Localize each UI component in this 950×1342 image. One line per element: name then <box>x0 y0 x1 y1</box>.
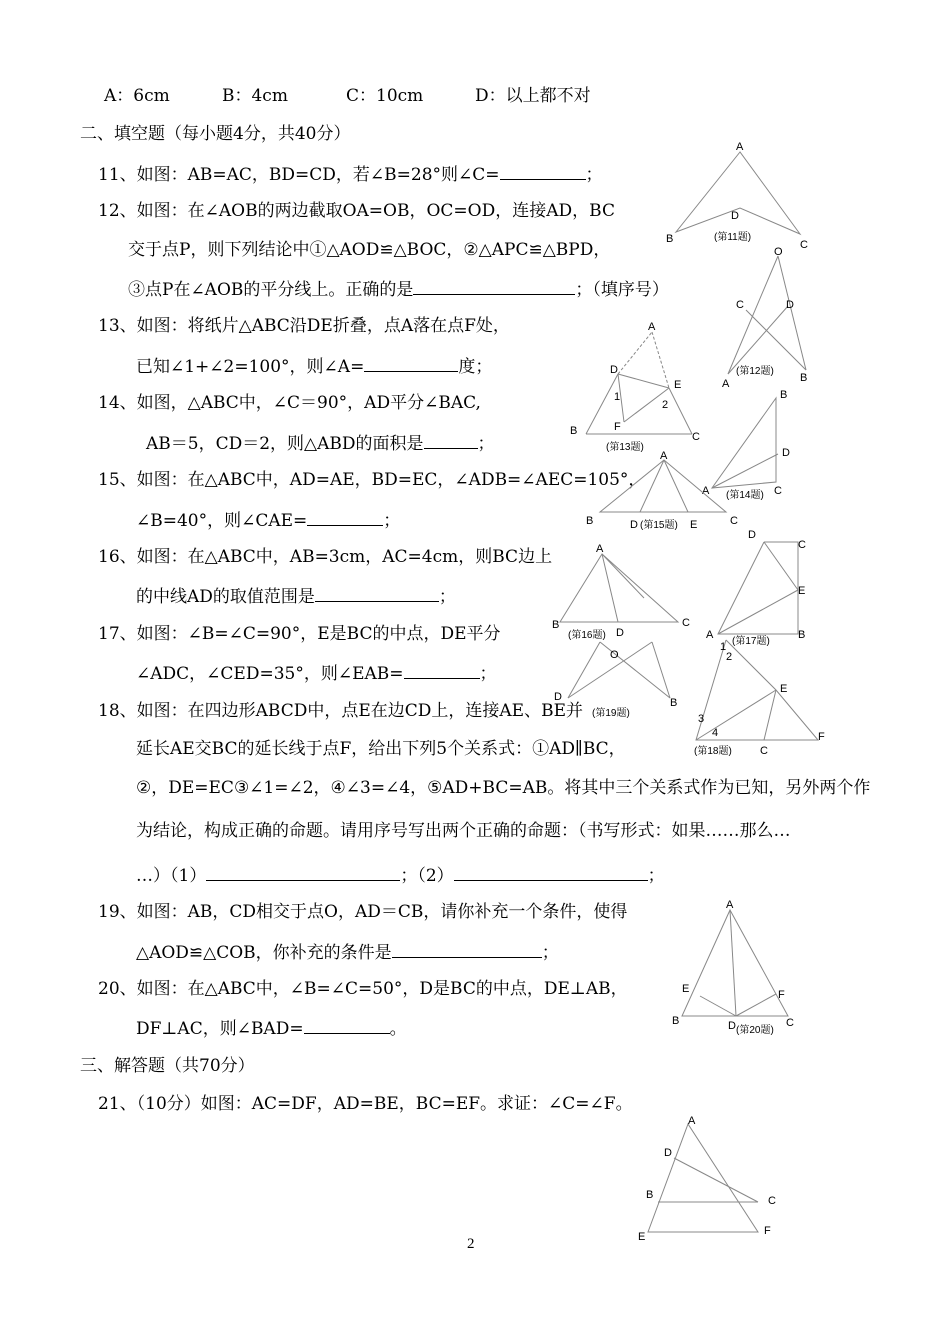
q13-line1: 13、如图：将纸片△ABC沿DE折叠，点A落在点F处， <box>98 316 510 336</box>
q20-tail: 。 <box>389 1019 407 1039</box>
section3-heading: 三、解答题（共70分） <box>80 1056 255 1076</box>
fig15-label-c: C <box>730 515 738 527</box>
q19-line1: 19、如图：AB，CD相交于点O，AD＝CB，请你补充一个条件，使得 <box>98 902 628 922</box>
choice-a: A：6cm <box>104 86 170 106</box>
fig20-label-f: F <box>778 989 785 1001</box>
q15-line2 <box>136 509 400 531</box>
q15-text: ∠B=40°，则∠CAE= <box>136 511 308 531</box>
q12-line3 <box>128 278 669 300</box>
q20-line1: 20、如图：在△ABC中，∠B=∠C=50°，D是BC的中点，DE⊥AB， <box>98 979 628 999</box>
fig21-label-a: A <box>688 1115 696 1127</box>
q16-line2 <box>136 585 456 607</box>
answer-blank[interactable] <box>307 509 383 526</box>
figure-19 <box>552 638 688 722</box>
fig19-label-d: D <box>554 691 562 703</box>
fig15-label-e: E <box>690 519 698 531</box>
fig13-label-e: E <box>674 379 682 391</box>
fig18-label-e: E <box>780 683 788 695</box>
answer-blank[interactable] <box>392 941 542 958</box>
semicolon: ； <box>585 165 603 185</box>
fig18-caption: (第18题) <box>694 746 732 757</box>
figure-11 <box>660 138 820 258</box>
q14-line1: 14、如图，△ABC中，∠C＝90°，AD平分∠BAC, <box>98 393 481 413</box>
fig14-label-c: C <box>774 485 782 497</box>
fig14-label-a: A <box>702 485 710 497</box>
fig20-label-b: B <box>672 1015 680 1027</box>
q12-tail: ；（填序号） <box>575 280 669 300</box>
q14-text: AB＝5，CD＝2，则△ABD的面积是 <box>146 434 424 454</box>
q20-line2 <box>136 1017 407 1039</box>
fig13-label-c: C <box>692 431 700 443</box>
semicolon: ； <box>541 943 559 963</box>
q17-line1: 17、如图：∠B=∠C=90°，E是BC的中点，DE平分 <box>98 624 501 644</box>
fig13-label-b: B <box>570 425 578 437</box>
fig12-label-a: A <box>722 378 730 390</box>
fig12-label-c: C <box>736 299 744 311</box>
fig16-label-a: A <box>596 543 604 555</box>
answer-blank[interactable] <box>424 432 478 449</box>
fig11-label-a: A <box>736 141 744 153</box>
fig18-label-3: 3 <box>698 713 705 725</box>
q18-line4: 为结论，构成正确的命题。请用序号写出两个正确的命题：（书写形式：如果……那么… <box>136 821 791 841</box>
fig12-label-o: O <box>774 246 783 258</box>
choice-c: C：10cm <box>346 86 424 106</box>
semicolon: ； <box>383 511 401 531</box>
fig14-label-b: B <box>780 389 788 401</box>
figure-21 <box>630 1110 790 1244</box>
fig16-label-c: C <box>682 617 690 629</box>
fig15-caption: (第15题) <box>640 520 678 531</box>
fig19-caption: (第19题) <box>592 708 630 719</box>
q13-tail: 度； <box>458 357 493 377</box>
q18-line2: 延长AE交BC的延长线于点F，给出下列5个关系式：①AD∥BC， <box>136 739 626 759</box>
fig15-label-b: B <box>586 515 594 527</box>
page-number: 2 <box>467 1236 475 1252</box>
answer-blank[interactable] <box>364 355 458 372</box>
q13-line2 <box>136 355 492 377</box>
fig14-caption: (第14题) <box>726 490 764 501</box>
figure-20 <box>664 894 814 1044</box>
semicolon: ； <box>477 434 495 454</box>
q19-text: △AOD≌△COB，你补充的条件是 <box>136 943 392 963</box>
q19-line2 <box>136 941 559 963</box>
q11 <box>98 163 603 185</box>
q21: 21、（10分）如图：AC=DF，AD=BE，BC=EF。求证：∠C=∠F。 <box>98 1094 633 1114</box>
q20-text: DF⊥AC，则∠BAD= <box>136 1019 304 1039</box>
q11-text: 11、如图：AB=AC，BD=CD，若∠B=28°则∠C= <box>98 165 500 185</box>
q18-part1: …）（1） <box>136 866 207 886</box>
fig20-label-c: C <box>786 1017 794 1029</box>
answer-blank-1[interactable] <box>206 864 400 881</box>
fig12-caption: (第12题) <box>736 366 774 377</box>
choice-d: D：以上都不对 <box>475 86 591 106</box>
fig17-label-d: D <box>748 529 756 541</box>
figure-13 <box>564 318 714 458</box>
fig13-label-2: 2 <box>662 399 669 411</box>
fig13-label-d: D <box>610 364 618 376</box>
fig13-label-1: 1 <box>614 391 621 403</box>
fig16-label-b: B <box>552 619 560 631</box>
fig12-label-d: D <box>786 299 794 311</box>
section2-heading: 二、填空题（每小题4分，共40分） <box>80 124 351 144</box>
q16-line1: 16、如图：在△ABC中，AB=3cm，AC=4cm，则BC边上 <box>98 547 553 567</box>
q18-part2: ；（2） <box>400 866 454 886</box>
choice-b: B：4cm <box>222 86 288 106</box>
figure-18 <box>676 636 836 760</box>
fig21-label-f: F <box>764 1225 771 1237</box>
answer-blank[interactable] <box>500 163 586 180</box>
fig20-caption: (第20题) <box>736 1025 774 1036</box>
fig21-label-d: D <box>664 1147 672 1159</box>
fig17-caption: (第17题) <box>732 636 770 647</box>
fig17-label-b: B <box>798 629 806 641</box>
fig20-label-a: A <box>726 899 734 911</box>
fig18-label-c: C <box>760 745 768 757</box>
fig18-label-f: F <box>818 731 825 743</box>
figure-15 <box>580 446 750 536</box>
fig14-label-d: D <box>782 447 790 459</box>
q17-text: ∠ADC，∠CED=35°，则∠EAB= <box>136 664 404 684</box>
fig19-label-o: O <box>610 649 619 661</box>
q12-line2: 交于点P，则下列结论中①△AOD≌△BOC，②△APC≌△BPD， <box>128 240 611 260</box>
fig12-label-b: B <box>800 372 808 384</box>
semicolon: ； <box>647 866 665 886</box>
fig15-label-d: D <box>630 519 638 531</box>
fig17-label-e: E <box>798 585 806 597</box>
fig18-label-1: 1 <box>720 641 727 653</box>
fig11-label-b: B <box>666 233 674 245</box>
fig21-label-b: B <box>646 1189 654 1201</box>
fig21-label-e: E <box>638 1231 646 1243</box>
figure-17 <box>702 524 812 650</box>
fig19-label-b: B <box>670 697 678 709</box>
figure-16 <box>548 540 698 644</box>
figure-12 <box>718 242 818 392</box>
q12-text: ③点P在∠AOB的平分线上。正确的是 <box>128 280 414 300</box>
fig15-label-a: A <box>660 450 668 462</box>
q18-line1: 18、如图：在四边形ABCD中，点E在边CD上，连接AE、BE并 <box>98 701 583 721</box>
fig17-label-c: C <box>798 539 806 551</box>
fig13-caption: (第13题) <box>606 442 644 453</box>
fig13-label-f: F <box>614 421 621 433</box>
fig11-label-d: D <box>731 210 739 222</box>
semicolon: ； <box>438 587 456 607</box>
q18-line3: ②，DE=EC③∠1=∠2，④∠3=∠4，⑤AD+BC=AB。将其中三个关系式作为已知，另外两个作 <box>136 778 871 798</box>
answer-blank[interactable] <box>304 1017 390 1034</box>
q14-line2 <box>146 432 495 454</box>
q17-line2 <box>136 662 497 684</box>
q18-line5 <box>136 864 665 886</box>
fig16-caption: (第16题) <box>568 630 606 641</box>
fig20-label-d: D <box>728 1020 736 1032</box>
fig18-label-2: 2 <box>726 651 733 663</box>
fig20-label-e: E <box>682 983 690 995</box>
fig16-label-d: D <box>616 627 624 639</box>
answer-blank-2[interactable] <box>454 864 648 881</box>
q16-text: 的中线AD的取值范围是 <box>136 587 315 607</box>
fig11-label-c: C <box>800 239 808 251</box>
q13-text: 已知∠1+∠2=100°，则∠A= <box>136 357 365 377</box>
fig11-caption: (第11题) <box>714 232 752 243</box>
fig18-label-4: 4 <box>712 727 719 739</box>
fig13-label-a: A <box>648 321 656 333</box>
fig17-label-a: A <box>706 629 714 641</box>
answer-blank[interactable] <box>315 585 439 602</box>
answer-blank[interactable] <box>404 662 480 679</box>
q12-line1: 12、如图：在∠AOB的两边截取OA=OB，OC=OD，连接AD，BC <box>98 201 615 221</box>
fig21-label-c: C <box>768 1195 776 1207</box>
semicolon: ； <box>479 664 497 684</box>
q15-line1: 15、如图：在△ABC中，AD=AE，BD=EC，∠ADB=∠AEC=105°， <box>98 470 646 490</box>
answer-blank[interactable] <box>413 278 575 295</box>
